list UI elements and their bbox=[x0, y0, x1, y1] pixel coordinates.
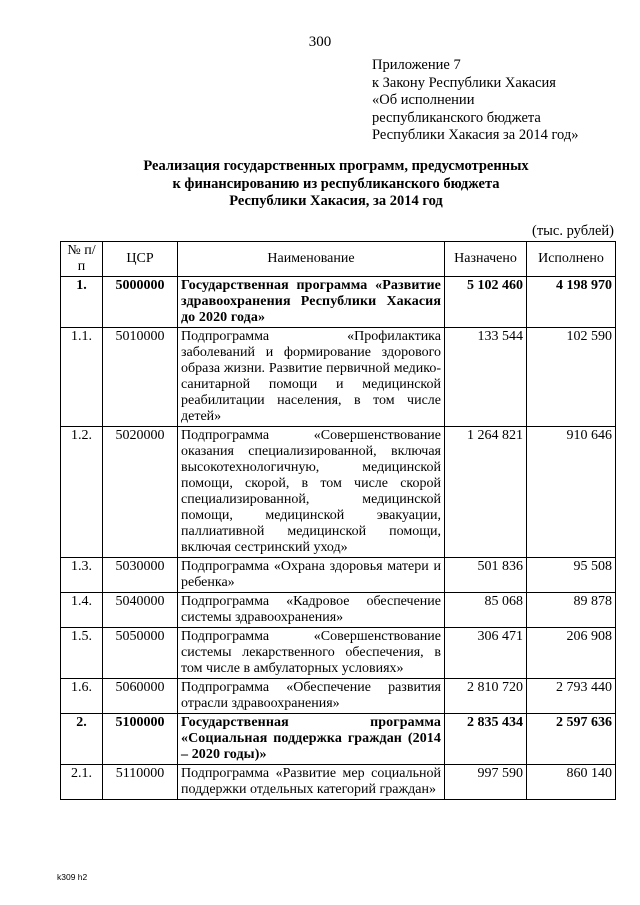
header-executed: Исполнено bbox=[527, 242, 616, 277]
appendix-line: Республики Хакасия за 2014 год» bbox=[372, 127, 579, 143]
row-executed: 2 793 440 bbox=[527, 679, 616, 714]
header-csr: ЦСР bbox=[103, 242, 178, 277]
row-planned: 2 835 434 bbox=[445, 714, 527, 765]
table-row bbox=[61, 765, 616, 800]
row-executed: 102 590 bbox=[527, 328, 616, 427]
row-name: Подпрограмма «Развитие мер социальной поддержки отдельных категорий граждан» bbox=[178, 765, 445, 800]
table-row bbox=[61, 714, 616, 765]
row-name: Государственная программа «Социальная поддержка граждан (2014 – 2020 годы)» bbox=[178, 714, 445, 765]
row-num: 1.3. bbox=[61, 558, 103, 593]
table-row bbox=[61, 277, 616, 328]
row-planned: 1 264 821 bbox=[445, 427, 527, 558]
header-planned: Назначено bbox=[445, 242, 527, 277]
row-planned: 501 836 bbox=[445, 558, 527, 593]
row-csr: 5010000 bbox=[103, 328, 178, 427]
row-num: 1.6. bbox=[61, 679, 103, 714]
appendix-line: республиканского бюджета bbox=[372, 109, 541, 126]
row-num: 2. bbox=[61, 714, 103, 765]
row-num: 1.1. bbox=[61, 328, 103, 427]
row-num: 1.5. bbox=[61, 628, 103, 679]
table-row bbox=[61, 593, 616, 628]
row-name: Подпрограмма «Совершенствование оказания специализированной, включая высокотехнологичную, медицинской помощи, скорой, в том числе скорой специализированной, медицинской помощи, медицинской эвакуации, паллиативной медицинской помощи, включая сестринский уход» bbox=[178, 427, 445, 558]
table-row bbox=[61, 328, 616, 427]
row-csr: 5030000 bbox=[103, 558, 178, 593]
footer-code: k309 h2 bbox=[57, 872, 88, 882]
row-executed: 89 878 bbox=[527, 593, 616, 628]
row-csr: 5110000 bbox=[103, 765, 178, 800]
header-num: № п/п bbox=[61, 242, 103, 277]
row-csr: 5100000 bbox=[103, 714, 178, 765]
row-executed: 860 140 bbox=[527, 765, 616, 800]
appendix-line: к Закону Республики Хакасия bbox=[372, 74, 556, 91]
header-name: Наименование bbox=[178, 242, 445, 277]
title-line: Республики Хакасия, за 2014 год bbox=[229, 193, 443, 209]
row-name: Подпрограмма «Охрана здоровья матери и ребенка» bbox=[178, 558, 445, 593]
document-title bbox=[60, 158, 612, 211]
row-planned: 133 544 bbox=[445, 328, 527, 427]
row-executed: 910 646 bbox=[527, 427, 616, 558]
row-planned: 85 068 bbox=[445, 593, 527, 628]
units-label: (тыс. рублей) bbox=[532, 223, 614, 239]
page-number: 300 bbox=[308, 34, 332, 50]
row-name: Подпрограмма «Обеспечение развития отрасли здравоохранения» bbox=[178, 679, 445, 714]
row-num: 1.2. bbox=[61, 427, 103, 558]
table-row bbox=[61, 558, 616, 593]
row-num: 2.1. bbox=[61, 765, 103, 800]
row-planned: 306 471 bbox=[445, 628, 527, 679]
row-num: 1. bbox=[61, 277, 103, 328]
row-name: Подпрограмма «Кадровое обеспечение системы здравоохранения» bbox=[178, 593, 445, 628]
row-executed: 95 508 bbox=[527, 558, 616, 593]
row-csr: 5050000 bbox=[103, 628, 178, 679]
row-csr: 5040000 bbox=[103, 593, 178, 628]
row-executed: 4 198 970 bbox=[527, 277, 616, 328]
title-line: Реализация государственных программ, предусмотренных bbox=[143, 158, 529, 174]
title-line: к финансированию из республиканского бюджета bbox=[172, 175, 500, 192]
row-csr: 5000000 bbox=[103, 277, 178, 328]
row-csr: 5020000 bbox=[103, 427, 178, 558]
appendix-block bbox=[372, 57, 632, 145]
appendix-line: «Об исполнении bbox=[372, 92, 475, 108]
row-name: Подпрограмма «Профилактика заболеваний и формирование здорового образа жизни. Развитие первичной медико-санитарной помощи и медицинской реабилитации населения, в том числе детей» bbox=[178, 328, 445, 427]
row-name: Государственная программа «Развитие здравоохранения Республики Хакасия до 2020 года» bbox=[178, 277, 445, 328]
row-planned: 997 590 bbox=[445, 765, 527, 800]
appendix-line: Приложение 7 bbox=[372, 57, 461, 73]
table-row bbox=[61, 679, 616, 714]
row-executed: 2 597 636 bbox=[527, 714, 616, 765]
table-header-row bbox=[61, 242, 616, 277]
table-row bbox=[61, 628, 616, 679]
table-row bbox=[61, 427, 616, 558]
row-name: Подпрограмма «Совершенствование системы лекарственного обеспечения, в том числе в амбулаторных условиях» bbox=[178, 628, 445, 679]
row-csr: 5060000 bbox=[103, 679, 178, 714]
row-planned: 2 810 720 bbox=[445, 679, 527, 714]
row-executed: 206 908 bbox=[527, 628, 616, 679]
programs-table bbox=[60, 241, 616, 800]
row-num: 1.4. bbox=[61, 593, 103, 628]
row-planned: 5 102 460 bbox=[445, 277, 527, 328]
